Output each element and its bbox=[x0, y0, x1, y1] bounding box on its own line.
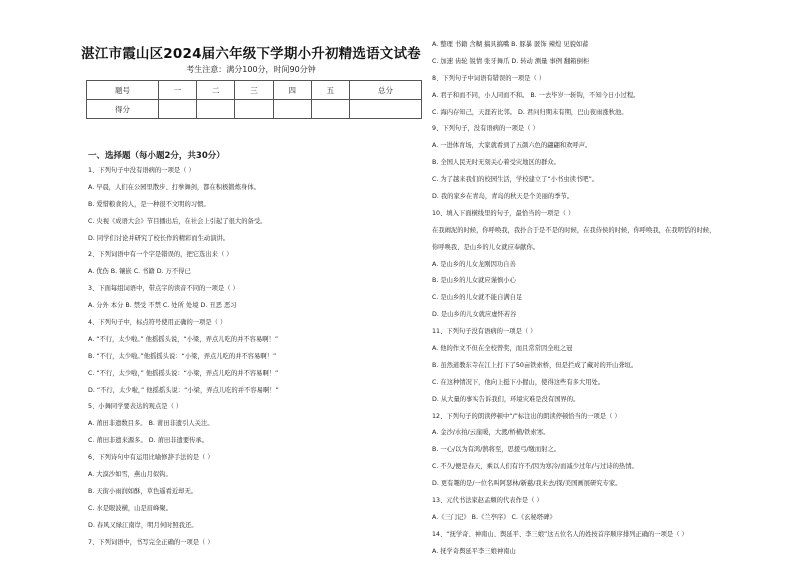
question-line: 2、下列词语中有一个字是错误的，把它选出来（ ） bbox=[88, 251, 233, 259]
question-line: 1、下列句子中没有语病的一项是（ ） bbox=[88, 167, 195, 174]
question-line: A. “不行，太少啦。” 他摇摇头说，“小梁，弄点儿吃的并不容易啊！” bbox=[88, 335, 279, 343]
table-cell: 四 bbox=[273, 81, 311, 100]
page-title: 湛江市霞山区2024届六年级下学期小升初精选语文试卷 bbox=[81, 46, 421, 62]
question-line: D. 同学们讨论并研究了校长作的精彩而生动演讲。 bbox=[88, 234, 230, 242]
question-line: D. 我的家乡在青岛，青岛的秋天是个美丽的季节。 bbox=[432, 193, 574, 201]
section-heading: 一、选择题（每小题2分，共30分） bbox=[88, 151, 225, 161]
table-cell: 总分 bbox=[350, 81, 422, 100]
question-line: A. 分外 本分 B. 禁受 不禁 C. 处所 处境 D. 丑恶 恶习 bbox=[88, 302, 237, 310]
table-cell: 得分 bbox=[87, 100, 159, 119]
question-line: A.《三门记》 B.《兰亭序》 C.《玄秘塔碑》 bbox=[432, 513, 556, 521]
score-table-score-row bbox=[87, 100, 422, 119]
question-line: B. 是山乡的儿女就应谨慎小心 bbox=[432, 277, 516, 285]
question-line: A. 抚学奇舆延平李三娘神南山 bbox=[432, 547, 516, 555]
question-line: 在我闹泥的时候，你呼唤我，我扑合于是不是的时候，在我侍侯的时候，你呼唤我，在我明恬的时候， bbox=[432, 226, 716, 234]
table-cell: 一 bbox=[158, 81, 196, 100]
question-line: D. 更有趣的是/一位名叫阿瑟林/新慈/我来去/探/美国画展研究专家。 bbox=[432, 480, 622, 488]
score-entry-cell[interactable] bbox=[235, 100, 273, 119]
score-entry-cell[interactable] bbox=[311, 100, 349, 119]
table-cell: 五 bbox=[311, 81, 349, 100]
question-line: D. 是山乡的儿女就应虚怀若谷 bbox=[432, 311, 517, 319]
right-question-list bbox=[432, 37, 772, 561]
question-line: C. 央视《成语大会》节目播出后，在社会上引起了很大的备受。 bbox=[88, 217, 267, 225]
question-line: A. 早晨，人们在公园里散步、打拳舞剑，都在积极锻炼身体。 bbox=[88, 183, 260, 191]
question-line: 8、下列句子中词语有错误的一项是（ ） bbox=[432, 74, 546, 82]
question-line: 7、下列词语中，书写完全正确的一项是（ ） bbox=[88, 538, 214, 546]
question-line: A. 是山乡的儿女龙刚因功自善 bbox=[432, 260, 516, 268]
score-entry-cell[interactable] bbox=[350, 100, 422, 119]
question-line: B. 全国人民无时无刻关心着受灾地区的群众。 bbox=[432, 159, 560, 167]
question-line: C. “不行，太少啦，” 他摇摇头说：“小梁，弄点儿吃的并不容易啊！” bbox=[88, 369, 279, 377]
question-line: C. 不久/便是春天，乘以人们有许不/因为寒冷/而减少过年/与过诗的热情。 bbox=[432, 463, 638, 471]
question-line: 3、下面每组词语中，带点字的读音不同的一项是（ ） bbox=[88, 285, 239, 293]
exam-notice: 考生注意：满分100分，时间90分钟 bbox=[186, 65, 316, 74]
question-line: C. 水是眼波横，山是眉峰聚。 bbox=[88, 504, 172, 512]
question-line: C. 海内存知己，天涯若比邻。 D. 君问归期未有期，巴山夜雨涨秋池。 bbox=[432, 108, 628, 116]
score-entry-cell[interactable] bbox=[158, 100, 196, 119]
question-line: A. 一进体育场，大家就看到了五颜六色的翩翩和欢呼声。 bbox=[432, 142, 592, 150]
question-line: 10、填入下面横线里的句子，最恰当的一项是（ ） bbox=[432, 209, 575, 217]
left-question-list bbox=[88, 163, 424, 551]
question-line: C. 为了越来我们的校园生活，学校建立了“小书虫读书吧”。 bbox=[432, 176, 599, 184]
question-line: B. 虽然道教东寺在江上打下了50亩铁索桥，但是拦成了藏对的开山聋垣。 bbox=[432, 361, 638, 369]
question-line: B. 一心/以为有鸿/鹄将至，思援弓/缴而射之。 bbox=[432, 446, 561, 454]
question-line: C. 在这种情况下，他向上挺下小握山，使得这些有多大用处。 bbox=[432, 378, 605, 386]
question-line: B. 天街小雨润如酥，草色遥看近却无。 bbox=[88, 487, 198, 495]
table-cell: 二 bbox=[197, 81, 235, 100]
question-line: B. 爱惜粮食的人，是一种很不文明的习惯。 bbox=[88, 200, 210, 208]
question-line: 6、下列诗句中有运用比喻修辞手法的是（ ） bbox=[88, 454, 214, 462]
table-cell: 三 bbox=[235, 81, 273, 100]
score-entry-cell[interactable] bbox=[197, 100, 235, 119]
question-line: A. 金沙/水拍/云崖暖，大渡/桥横/铁索寒。 bbox=[432, 429, 550, 437]
score-entry-cell[interactable] bbox=[273, 100, 311, 119]
question-line: C. 莆田非遗来源多。 D. 莆田非遗要传承。 bbox=[88, 437, 209, 445]
question-line: D. “不行，太少啦，” 他摇摇头说：“小梁，弄点儿吃的并不容易啊！” bbox=[88, 386, 279, 394]
question-line: A. 君子和而不同，小人同而不和。 B. 一去毕岁一斩钩，不知今日小过程。 bbox=[432, 91, 640, 99]
question-line: 9、下列句子，没有语病的一项是（ ） bbox=[432, 125, 539, 133]
score-table-header-row bbox=[87, 81, 422, 100]
question-line: D. 春风又绿江南岸，明月何时照我还。 bbox=[88, 521, 198, 529]
question-line: 12、下列句子的朗读停顿中“/”标注出的朗读停顿恰当的一项是（ ） bbox=[432, 412, 621, 420]
question-line: D. 从大量的事实告诉我们，环境灾难是没有国界的。 bbox=[432, 395, 580, 403]
score-table bbox=[86, 80, 422, 119]
question-line: 4、下列句子中，标点符号使用正确的一项是（ ） bbox=[88, 319, 227, 327]
question-line: 5、小舞同学要表达的观点是（ ） bbox=[88, 403, 183, 411]
question-line: 11、下列句子没有语病的一项是（ ） bbox=[432, 328, 537, 336]
question-line: A. 莆田非遗数目多。 B. 莆田非遗引人关注。 bbox=[88, 420, 214, 428]
question-line: C. 加速 齿轮 锐情 张牙舞爪 D. 转动 测量 事例 翻箱倒柜 bbox=[432, 57, 590, 65]
question-line: 13、元代书法家赵孟頫的代表作是（ ） bbox=[432, 497, 543, 505]
question-line: B. “不行，太少啦。”他摇摇头说：“小梁，弄点儿吃的并不容易啊！” bbox=[88, 352, 277, 360]
question-line: A. 大漠沙如雪，燕山月似钩。 bbox=[88, 471, 172, 479]
question-line: A. 整理 书籍 含糊 搞具搞嘴 B. 豚暴 匿饰 辣煌 见貌如蓄 bbox=[432, 41, 589, 48]
question-line: 14、“抚学奇、神南山、舆延平、李三娘”这五位名人的姓按首序顺序排列正确的一项是（ ） bbox=[432, 530, 688, 538]
question-line: A. 他的作文不但在全校曾奖，而且常常因全班之冠 bbox=[432, 345, 573, 353]
question-line: C. 是山乡的儿女就不能自满自足 bbox=[432, 294, 523, 302]
question-line: A. 优伤 B. 镶嵌 C. 书籍 D. 万不得已 bbox=[88, 268, 191, 276]
table-cell: 题号 bbox=[87, 81, 159, 100]
question-line: 你呼唤我，是山乡的儿女就应奉献你。 bbox=[432, 243, 540, 251]
